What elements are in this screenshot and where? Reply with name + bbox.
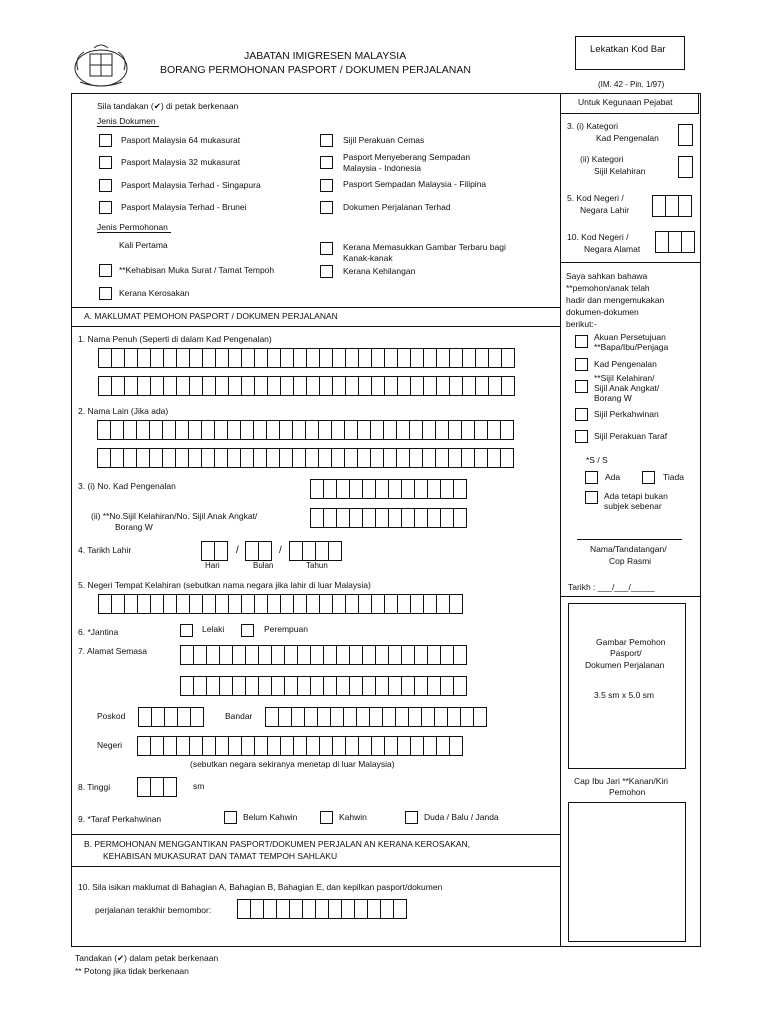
dob-slash-1: / xyxy=(236,545,239,556)
office-verify-4: dokumen-dokumen xyxy=(566,307,639,317)
office-cat-ic-2: Kad Pengenalan xyxy=(596,133,659,143)
label-not-subject-2: subjek sebenar xyxy=(604,501,662,511)
full-name-row-2[interactable] xyxy=(98,376,514,396)
checkbox-damaged[interactable] xyxy=(99,287,112,300)
last-passport-number-input[interactable] xyxy=(237,899,406,919)
signature-label-2: Cop Rasmi xyxy=(609,556,652,566)
label-border-philippines: Pasport Sempadan Malaysia - Filipina xyxy=(343,179,487,189)
office-verify-1: Saya sahkan bahawa xyxy=(566,271,648,281)
q8-label: 8. Tinggi xyxy=(78,782,111,792)
birth-state-input[interactable] xyxy=(98,594,462,614)
full-name-row-1[interactable] xyxy=(98,348,514,368)
label-new-photo: Kerana Memasukkan Gambar Terbaru bagi xyxy=(343,242,506,252)
q1-label: 1. Nama Penuh (Seperti di dalam Kad Pengenalan) xyxy=(78,334,272,344)
office-addr-state: 10. Kod Negeri / xyxy=(567,232,629,242)
checkbox-passport-64[interactable] xyxy=(99,134,112,147)
photo-size: 3.5 sm x 5.0 sm xyxy=(594,690,654,700)
dob-month-label: Bulan xyxy=(253,561,274,570)
footer-tick-note: Tandakan (✔) dalam petak berkenaan xyxy=(75,953,219,963)
label-passport-singapore: Pasport Malaysia Terhad - Singapura xyxy=(121,180,261,190)
label-yes: Ada xyxy=(605,472,621,482)
app-type-underline xyxy=(97,232,171,233)
checkbox-emergency-cert[interactable] xyxy=(320,134,333,147)
doc-type-underline xyxy=(97,126,159,127)
office-verify-3: hadir dan mengemukakan xyxy=(566,295,665,305)
checkbox-female[interactable] xyxy=(241,624,254,637)
label-widowed: Duda / Balu / Janda xyxy=(424,812,499,822)
office-cat-ic-box[interactable] xyxy=(678,124,693,146)
office-cat-ic: 3. (i) Kategori xyxy=(567,121,619,131)
app-type-title: Jenis Permohonan xyxy=(97,222,168,232)
checkbox-restricted-doc[interactable] xyxy=(320,201,333,214)
checkbox-expired[interactable] xyxy=(99,264,112,277)
postcode-input[interactable] xyxy=(138,707,203,727)
q3-label: 3. (i) No. Kad Pengenalan xyxy=(78,481,176,491)
office-divider-1 xyxy=(561,262,700,263)
label-expired: **Kehabisan Muka Surat / Tamat Tempoh xyxy=(119,265,275,275)
q3ii-label-2: Borang W xyxy=(115,522,153,532)
thumbprint-label-2: Pemohon xyxy=(609,787,646,797)
form-title: BORANG PERMOHONAN PASPORT / DOKUMEN PERJALANAN xyxy=(160,64,471,76)
label-single: Belum Kahwin xyxy=(243,812,298,822)
checkbox-marriage-cert[interactable] xyxy=(575,408,588,421)
height-input[interactable] xyxy=(137,777,176,797)
checkbox-new-photo[interactable] xyxy=(320,242,333,255)
label-married: Kahwin xyxy=(339,812,367,822)
label-male: Lelaki xyxy=(202,624,225,634)
q2-label: 2. Nama Lain (Jika ada) xyxy=(78,406,169,416)
photo-label-2: Pasport/ xyxy=(610,648,642,658)
office-date: Tarikh : ___/___/_____ xyxy=(568,582,655,592)
photo-box[interactable] xyxy=(568,603,686,769)
checkbox-no[interactable] xyxy=(642,471,655,484)
label-status-cert: Sijil Perakuan Taraf xyxy=(594,431,668,441)
photo-label: Gambar Pemohon xyxy=(596,637,666,647)
section-a-title: A. MAKLUMAT PEMOHON PASPORT / DOKUMEN PERJALANAN xyxy=(84,311,338,321)
checkbox-male[interactable] xyxy=(180,624,193,637)
office-cat-birth-box[interactable] xyxy=(678,156,693,178)
form-code: (IM. 42 - Pin. 1/97) xyxy=(598,80,665,89)
dob-month-input[interactable] xyxy=(245,541,271,561)
label-first-time: Kali Pertama xyxy=(119,240,168,250)
label-birth-cert: **Sijil Kelahiran/ xyxy=(594,373,655,383)
label-not-subject: Ada tetapi bukan xyxy=(604,491,668,501)
office-addr-state-code[interactable] xyxy=(655,231,694,253)
signature-line xyxy=(577,539,682,540)
ic-number-input[interactable] xyxy=(310,479,466,499)
label-emergency-cert: Sijil Perakuan Cemas xyxy=(343,135,425,145)
label-consent-2: **Bapa/Ibu/Penjaga xyxy=(594,342,669,352)
label-birth-cert-2: Sijil Anak Angkat/ xyxy=(594,383,660,393)
section-b-title: B. PERMOHONAN MENGGANTIKAN PASPORT/DOKUMEN PERJALAN AN KERANA KEROSAKAN, xyxy=(84,839,471,849)
other-name-row-2[interactable] xyxy=(97,448,513,468)
height-unit: sm xyxy=(193,781,205,791)
q6-label: 6. *Jantina xyxy=(78,627,119,637)
footer-strike-note: ** Potong jika tidak berkenaan xyxy=(75,966,189,976)
dob-day-label: Hari xyxy=(205,561,220,570)
office-birth-state-2: Negara Lahir xyxy=(580,205,630,215)
label-passport-brunei: Pasport Malaysia Terhad - Brunei xyxy=(121,202,247,212)
dob-slash-2: / xyxy=(279,545,282,556)
postcode-label: Poskod xyxy=(97,711,126,721)
label-border-indonesia: Pasport Menyeberang Sempadan xyxy=(343,152,471,162)
office-verify-5: berikut:- xyxy=(566,319,597,329)
doc-type-title: Jenis Dokumen xyxy=(97,116,156,126)
label-passport-32: Pasport Malaysia 32 mukasurat xyxy=(121,157,241,167)
label-consent: Akuan Persetujuan xyxy=(594,332,666,342)
office-cat-birth: (ii) Kategori xyxy=(580,154,624,164)
checkbox-widowed[interactable] xyxy=(405,811,418,824)
coat-of-arms-icon xyxy=(72,42,130,90)
label-restricted-doc: Dokumen Perjalanan Terhad xyxy=(343,202,451,212)
checkbox-married[interactable] xyxy=(320,811,333,824)
label-marriage-cert: Sijil Perkahwinan xyxy=(594,409,659,419)
label-passport-64: Pasport Malaysia 64 mukasurat xyxy=(121,135,241,145)
q4-label: 4. Tarikh Lahir xyxy=(78,545,132,555)
agency-title: JABATAN IMIGRESEN MALAYSIA xyxy=(244,50,407,62)
label-no: Tiada xyxy=(663,472,684,482)
office-ss: *S / S xyxy=(586,455,608,465)
label-office-ic: Kad Pengenalan xyxy=(594,359,657,369)
office-title: Untuk Kegunaan Pejabat xyxy=(578,97,673,107)
office-verify-2: **pemohon/anak telah xyxy=(566,283,650,293)
label-border-indonesia-2: Malaysia - Indonesia xyxy=(343,163,421,173)
dob-year-input[interactable] xyxy=(289,541,341,561)
barcode-label: Lekatkan Kod Bar xyxy=(590,44,666,55)
label-birth-cert-3: Borang W xyxy=(594,393,632,403)
state-label: Negeri xyxy=(97,740,123,750)
checkbox-passport-brunei[interactable] xyxy=(99,201,112,214)
thumbprint-label: Cap Ibu Jari **Kanan/Kiri xyxy=(574,776,669,786)
photo-label-3: Dokumen Perjalanan xyxy=(585,660,665,670)
office-birth-state-code[interactable] xyxy=(652,195,691,217)
checkbox-lost[interactable] xyxy=(320,265,333,278)
town-label: Bandar xyxy=(225,711,253,721)
checkbox-border-philippines[interactable] xyxy=(320,179,333,192)
birth-cert-number-input[interactable] xyxy=(310,508,466,528)
checkbox-not-subject[interactable] xyxy=(585,491,598,504)
column-divider xyxy=(560,93,561,947)
checkbox-status-cert[interactable] xyxy=(575,430,588,443)
checkbox-passport-32[interactable] xyxy=(99,156,112,169)
checkbox-consent[interactable] xyxy=(575,335,588,348)
state-input[interactable] xyxy=(137,736,462,756)
dob-day-input[interactable] xyxy=(201,541,227,561)
thumbprint-box[interactable] xyxy=(568,802,686,942)
section-b-title-2: KEHABISAN MUKASURAT DAN TAMAT TEMPOH SAHLAKU xyxy=(103,851,338,861)
q5-label: 5. Negeri Tempat Kelahiran (sebutkan nama negara jika lahir di luar Malaysia) xyxy=(78,580,371,590)
town-input[interactable] xyxy=(265,707,486,727)
q10-label: 10. Sila isikan maklumat di Bahagian A, Bahagian B, Bahagian E, dan kepilkan pasport/dokumen xyxy=(78,882,443,892)
office-addr-state-2: Negara Alamat xyxy=(584,244,641,254)
checkbox-office-ic[interactable] xyxy=(575,358,588,371)
checkbox-single[interactable] xyxy=(224,811,237,824)
q7-label: 7. Alamat Semasa xyxy=(78,646,147,656)
office-divider-2 xyxy=(561,596,700,597)
q9-label: 9. *Taraf Perkahwinan xyxy=(78,814,162,824)
checkbox-birth-cert[interactable] xyxy=(575,380,588,393)
q10-label-2: perjalanan terakhir bernombor: xyxy=(95,905,212,915)
checkbox-border-indonesia[interactable] xyxy=(320,156,333,169)
address-row-2[interactable] xyxy=(180,676,466,696)
office-birth-state: 5. Kod Negeri / xyxy=(567,193,624,203)
state-note: (sebutkan negara sekiranya menetap di luar Malaysia) xyxy=(190,759,395,769)
office-cat-birth-2: Sijil Kelahiran xyxy=(594,166,646,176)
dob-year-label: Tahun xyxy=(306,561,328,570)
checkbox-yes[interactable] xyxy=(585,471,598,484)
checkbox-passport-singapore[interactable] xyxy=(99,179,112,192)
other-name-row-1[interactable] xyxy=(97,420,513,440)
q3ii-label: (ii) **No.Sijil Kelahiran/No. Sijil Anak Angkat/ xyxy=(91,511,258,521)
signature-label: Nama/Tandatangan/ xyxy=(590,544,667,554)
label-lost: Kerana Kehilangan xyxy=(343,266,416,276)
label-female: Perempuan xyxy=(264,624,308,634)
label-damaged: Kerana Kerosakan xyxy=(119,288,190,298)
label-new-photo-2: Kanak-kanak xyxy=(343,253,393,263)
tick-note: Sila tandakan (✔) di petak berkenaan xyxy=(97,101,239,111)
address-row-1[interactable] xyxy=(180,645,466,665)
